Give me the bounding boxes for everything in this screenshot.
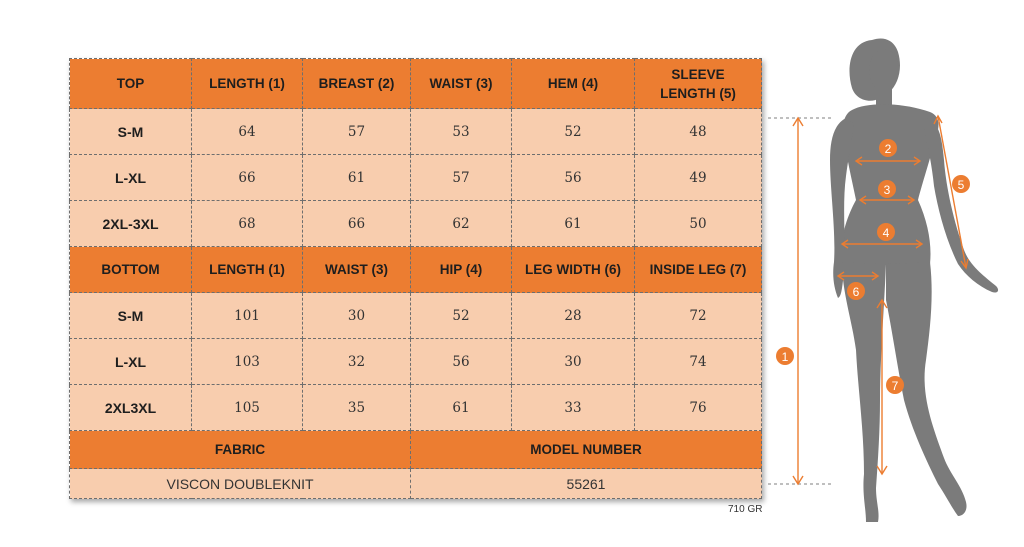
- top-header-cell: BREAST (2): [303, 59, 411, 109]
- measurement-cell: 56: [411, 339, 512, 385]
- model-number-value: 55261: [411, 469, 762, 499]
- product-code: 710 GR: [728, 504, 763, 515]
- measurement-cell: 76: [635, 385, 762, 431]
- size-label: S-M: [70, 109, 192, 155]
- measurement-cell: 50: [635, 201, 762, 247]
- measurement-cell: 105: [192, 385, 303, 431]
- model-number-label: MODEL NUMBER: [411, 431, 762, 469]
- measurement-cell: 52: [512, 109, 635, 155]
- measurement-cell: 103: [192, 339, 303, 385]
- top-header-cell: HEM (4): [512, 59, 635, 109]
- top-header-cell: TOP: [70, 59, 192, 109]
- measurement-cell: 66: [303, 201, 411, 247]
- size-label: S-M: [70, 293, 192, 339]
- marker-2: [879, 139, 897, 157]
- measurement-cell: 57: [303, 109, 411, 155]
- measurement-cell: 30: [303, 293, 411, 339]
- measurement-cell: 32: [303, 339, 411, 385]
- bottom-header-cell: LEG WIDTH (6): [512, 247, 635, 293]
- measurement-cell: 66: [192, 155, 303, 201]
- bottom-header-row: [70, 247, 762, 293]
- svg-text:2: 2: [884, 142, 892, 156]
- marker-7: [886, 376, 904, 394]
- measurement-cell: 33: [512, 385, 635, 431]
- size-label: L-XL: [70, 155, 192, 201]
- top-header-row: [70, 59, 762, 109]
- measurement-cell: 72: [635, 293, 762, 339]
- measurement-cell: 48: [635, 109, 762, 155]
- footer-value-row: [70, 469, 762, 499]
- marker-6: [847, 282, 865, 300]
- table-row: [70, 385, 762, 431]
- table-row: [70, 201, 762, 247]
- female-silhouette: [830, 39, 998, 523]
- marker-4: [877, 223, 895, 241]
- svg-text:1: 1: [781, 350, 789, 364]
- table-row: [70, 293, 762, 339]
- top-header-cell: WAIST (3): [411, 59, 512, 109]
- bottom-header-cell: HIP (4): [411, 247, 512, 293]
- measurement-cell: 68: [192, 201, 303, 247]
- marker-3: [878, 180, 896, 198]
- measurement-cell: 74: [635, 339, 762, 385]
- measurement-cell: 30: [512, 339, 635, 385]
- measurement-cell: 53: [411, 109, 512, 155]
- measurement-cell: 52: [411, 293, 512, 339]
- measurement-cell: 62: [411, 201, 512, 247]
- measurement-cell: 49: [635, 155, 762, 201]
- size-label: L-XL: [70, 339, 192, 385]
- fabric-label: FABRIC: [70, 431, 411, 469]
- measurement-cell: 61: [512, 201, 635, 247]
- svg-text:4: 4: [882, 226, 890, 240]
- measurement-cell: 101: [192, 293, 303, 339]
- size-label: 2XL-3XL: [70, 201, 192, 247]
- body-measurement-figure: [766, 28, 1024, 528]
- size-label: 2XL3XL: [70, 385, 192, 431]
- measurement-cell: 56: [512, 155, 635, 201]
- measurement-cell: 35: [303, 385, 411, 431]
- size-chart-table: [69, 58, 762, 499]
- bottom-header-cell: WAIST (3): [303, 247, 411, 293]
- table-row: [70, 109, 762, 155]
- svg-text:7: 7: [891, 379, 899, 393]
- svg-text:5: 5: [957, 178, 965, 192]
- table-row: [70, 155, 762, 201]
- measurement-cell: 61: [411, 385, 512, 431]
- footer-header-row: [70, 431, 762, 469]
- svg-text:3: 3: [883, 183, 891, 197]
- measurement-cell: 64: [192, 109, 303, 155]
- bottom-header-cell: INSIDE LEG (7): [635, 247, 762, 293]
- measurement-cell: 57: [411, 155, 512, 201]
- measurement-cell: 28: [512, 293, 635, 339]
- top-header-cell: LENGTH (1): [192, 59, 303, 109]
- bottom-header-cell: LENGTH (1): [192, 247, 303, 293]
- svg-text:6: 6: [852, 285, 860, 299]
- top-header-cell: SLEEVE LENGTH (5): [635, 59, 762, 109]
- bottom-header-cell: BOTTOM: [70, 247, 192, 293]
- measurement-cell: 61: [303, 155, 411, 201]
- marker-1: [776, 347, 794, 365]
- table-row: [70, 339, 762, 385]
- marker-5: [952, 175, 970, 193]
- fabric-value: VISCON DOUBLEKNIT: [70, 469, 411, 499]
